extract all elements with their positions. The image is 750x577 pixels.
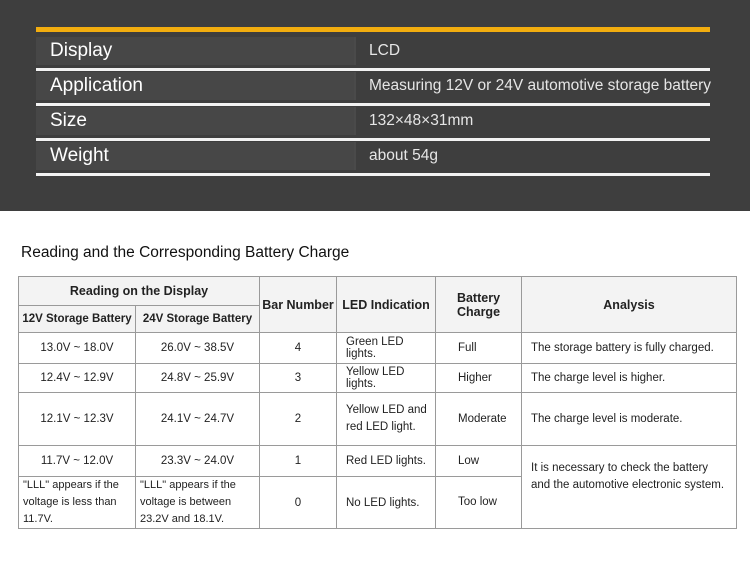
cell-analysis: The charge level is higher. xyxy=(522,364,737,393)
spec-panel xyxy=(0,0,750,211)
charge-table xyxy=(18,276,737,529)
table-row xyxy=(19,364,737,393)
cell-analysis: The storage battery is fully charged. xyxy=(522,333,737,364)
spec-value: 132×48×31mm xyxy=(369,112,474,129)
cell-bar: 3 xyxy=(260,364,337,393)
cell-12v: 11.7V ~ 12.0V xyxy=(19,446,136,477)
spec-label: Size xyxy=(36,107,356,135)
spec-value: about 54g xyxy=(369,147,438,164)
cell-analysis: It is necessary to check the battery and the automotive electronic system. xyxy=(522,446,737,529)
spec-row-display xyxy=(36,34,710,71)
cell-24v: 24.8V ~ 25.9V xyxy=(136,364,260,393)
spec-row-weight xyxy=(36,139,710,176)
cell-bar: 0 xyxy=(260,477,337,529)
cell-charge: Moderate xyxy=(436,393,522,446)
header-bar-number: Bar Number xyxy=(260,277,337,333)
cell-led: No LED lights. xyxy=(337,477,436,529)
cell-charge: Higher xyxy=(436,364,522,393)
cell-bar: 4 xyxy=(260,333,337,364)
spec-row-application xyxy=(36,69,710,106)
cell-12v: "LLL" appears if the voltage is less than 11.7V. xyxy=(19,477,136,529)
spec-label: Weight xyxy=(36,142,356,170)
header-analysis: Analysis xyxy=(522,277,737,333)
cell-24v: "LLL" appears if the voltage is between 23.2V and 18.1V. xyxy=(136,477,260,529)
table-row xyxy=(19,446,737,477)
header-reading: Reading on the Display xyxy=(19,277,260,306)
cell-24v: 26.0V ~ 38.5V xyxy=(136,333,260,364)
cell-led: Yellow LED and red LED light. xyxy=(337,393,436,446)
table-row xyxy=(19,333,737,364)
header-12v: 12V Storage Battery xyxy=(19,306,136,333)
spec-label: Display xyxy=(36,37,356,65)
cell-led: Green LED lights. xyxy=(337,333,436,364)
header-led-indication: LED Indication xyxy=(337,277,436,333)
header-battery-charge: Battery Charge xyxy=(436,277,522,333)
cell-12v: 12.1V ~ 12.3V xyxy=(19,393,136,446)
header-24v: 24V Storage Battery xyxy=(136,306,260,333)
spec-row-size xyxy=(36,104,710,141)
cell-led: Red LED lights. xyxy=(337,446,436,477)
cell-bar: 1 xyxy=(260,446,337,477)
cell-12v: 12.4V ~ 12.9V xyxy=(19,364,136,393)
spec-label: Application xyxy=(36,72,356,100)
spec-value: Measuring 12V or 24V automotive storage battery xyxy=(369,77,712,94)
table-row xyxy=(19,393,737,446)
accent-bar xyxy=(36,27,710,32)
cell-24v: 24.1V ~ 24.7V xyxy=(136,393,260,446)
cell-bar: 2 xyxy=(260,393,337,446)
cell-24v: 23.3V ~ 24.0V xyxy=(136,446,260,477)
cell-charge: Too low xyxy=(436,477,522,529)
cell-charge: Low xyxy=(436,446,522,477)
cell-analysis: The charge level is moderate. xyxy=(522,393,737,446)
cell-12v: 13.0V ~ 18.0V xyxy=(19,333,136,364)
table-title: Reading and the Corresponding Battery Charge xyxy=(21,244,350,261)
spec-value: LCD xyxy=(369,42,401,59)
cell-led: Yellow LED lights. xyxy=(337,364,436,393)
cell-charge: Full xyxy=(436,333,522,364)
